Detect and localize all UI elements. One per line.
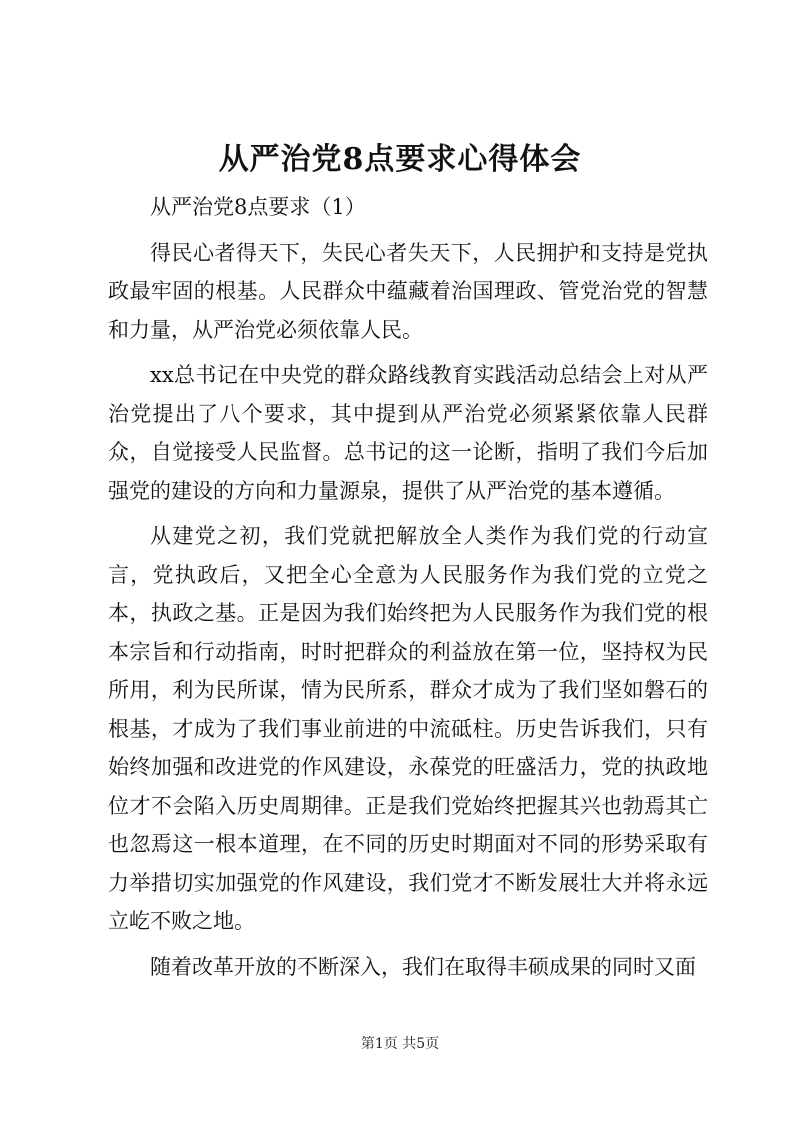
paragraph: 随着改革开放的不断深入，我们在取得丰硕成果的同时又面 (150, 954, 696, 979)
paragraph: xx总书记在中央党的群众路线教育实践活动总结会上对从严治党提出了八个要求，其中提到从严治党必须紧紧依靠人民群众，自觉接受人民监督。总书记的这一论断，指明了我们今后加强党的建设的方向和力量源泉，提供了从严治党的基本遵循。 (108, 363, 708, 503)
paragraph: 得民心者得天下，失民心者失天下，人民拥护和支持是党执政最牢固的根基。人民群众中蕴藏着治国理政、管党治党的智慧和力量，从严治党必须依靠人民。 (108, 240, 708, 342)
page-number-footer: 第1页 共5页 (360, 1036, 440, 1052)
section-heading: 从严治党8点要求（1） (150, 195, 366, 219)
document-title: 从严治党8点要求心得体会 (218, 142, 582, 177)
document-body (108, 188, 708, 986)
paragraph: 从建党之初，我们党就把解放全人类作为我们党的行动宣言，党执政后，又把全心全意为人民服务作为我们党的立党之本，执政之基。正是因为我们始终把为人民服务作为我们党的根本宗旨和行动指南，时时把群众的利益放在第一位，坚持权为民所用，利为民所谋，情为民所系，群众才成为了我们坚如磐石的根基，才成为了我们事业前进的中流砥柱。历史告诉我们，只有始终加强和改进党的作风建设，永葆党的旺盛活力，党的执政地位才不会陷入历史周期律。正是我们党始终把握其兴也勃焉其亡也忽焉这一根本道理，在不同的历史时期面对不同的形势采取有力举措切实加强党的作风建设，我们党才不断发展壮大并将永远立屹不败之地。 (108, 524, 708, 933)
